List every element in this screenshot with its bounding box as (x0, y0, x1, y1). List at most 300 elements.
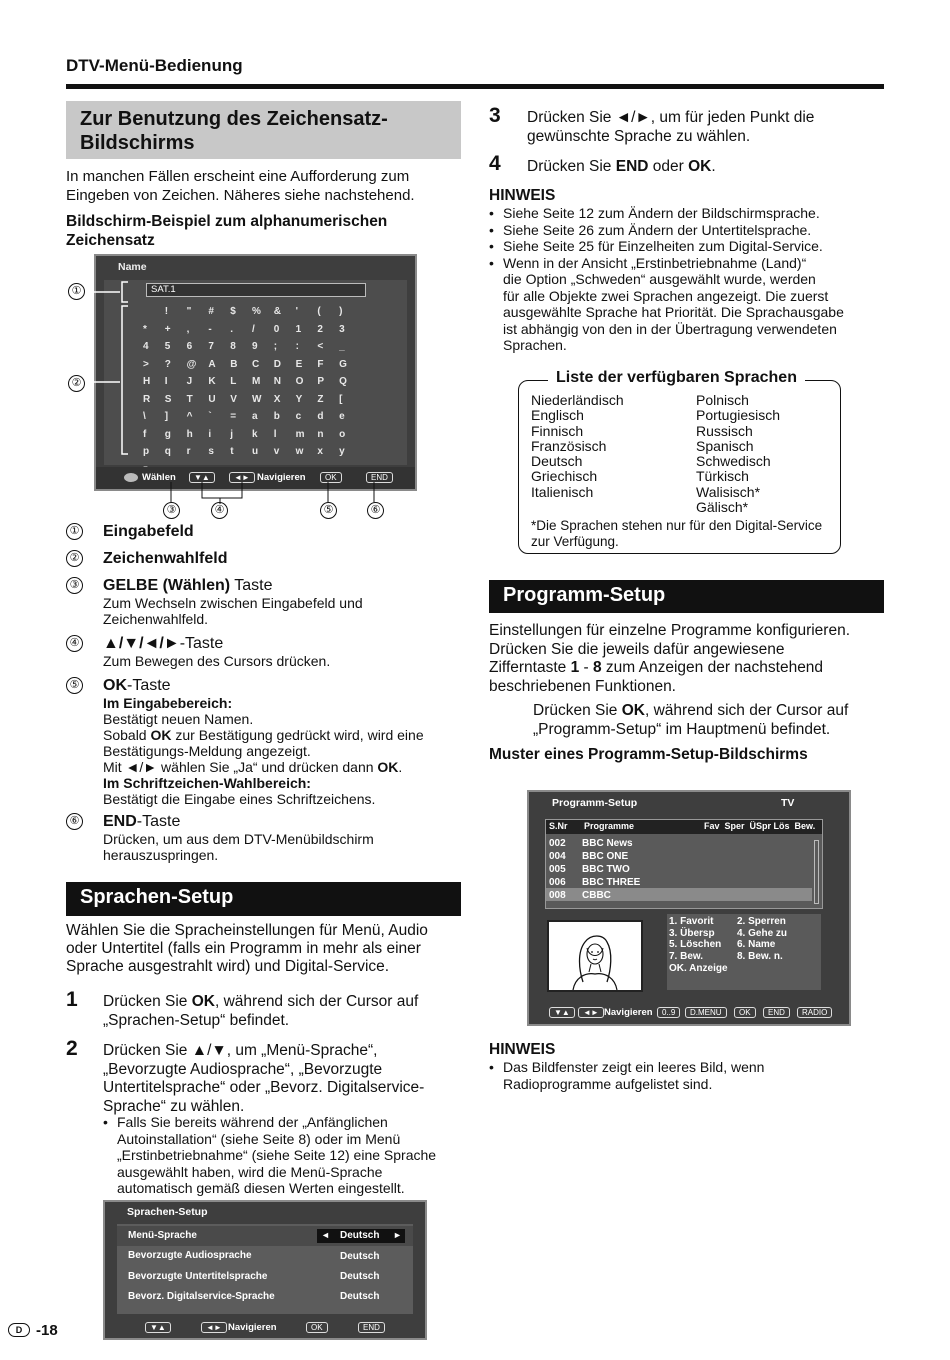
step-2-text (103, 1042, 463, 1116)
character-cell[interactable]: H (143, 376, 151, 387)
character-cell[interactable]: l (273, 428, 277, 440)
zeichensatz-intro (66, 167, 466, 205)
character-cell[interactable]: D (273, 358, 282, 370)
legend-desc (103, 595, 473, 627)
hinweis-title: HINWEIS (489, 187, 556, 204)
setting-value: Deutsch (340, 1271, 380, 1282)
character-cell[interactable]: 4 (143, 341, 149, 352)
row-nr: 004 (549, 851, 566, 862)
legend-title (103, 635, 223, 653)
character-cell[interactable]: \ (143, 411, 146, 422)
table-row[interactable] (549, 863, 640, 876)
page-number: -18 (36, 1322, 58, 1339)
legend-desc-line: Bestätigungs-Meldung angezeigt. (103, 743, 311, 759)
leftright-key-icon: ◄► (201, 1322, 227, 1333)
character-cell[interactable]: - (208, 323, 212, 335)
yellow-button-icon (124, 473, 138, 482)
text-run: , während sich der Cursor auf (214, 993, 419, 1010)
character-cell[interactable]: o (339, 428, 346, 440)
dmenu-key-icon: D.MENU (685, 1007, 727, 1018)
text-run-bold: 1 (570, 659, 580, 676)
character-cell[interactable]: T (186, 393, 193, 405)
list-scrollbar[interactable] (814, 840, 819, 904)
character-cell[interactable]: ^ (186, 411, 193, 422)
col-header-flags: Fav Sper ÜSpr Lös Bew. (704, 821, 816, 831)
sprachen-intro (66, 922, 466, 976)
character-cell[interactable]: ` (208, 411, 212, 422)
note-line: zur Verfügung. (531, 534, 619, 549)
table-row[interactable] (549, 837, 640, 850)
text-run-bold: 8 (592, 659, 602, 676)
step-number: 3 (489, 104, 501, 127)
character-cell[interactable]: P (317, 376, 325, 387)
legend-title (103, 813, 180, 831)
character-cell[interactable]: ? (164, 358, 171, 370)
hinweis-line: ausgewählte Sprache hat Priorität. Die Sprachausgabe (503, 304, 844, 320)
legend-title-bold: ▲/▼/◄/► (103, 635, 180, 652)
setting-value: Deutsch (340, 1291, 380, 1302)
setting-label[interactable]: Bevorzugte Audiosprache (128, 1250, 252, 1261)
character-cell[interactable]: & (273, 306, 282, 317)
legend-desc-line: Zum Wechseln zwischen Eingabefeld und (103, 595, 363, 611)
language-item: Deutsch (531, 453, 583, 470)
step-number: 1 (66, 988, 78, 1011)
legend-title-bold: END (103, 813, 137, 830)
table-row[interactable] (549, 850, 640, 863)
text-run-bold: OK (377, 759, 399, 775)
hinweis-list (489, 1059, 884, 1092)
legend-desc-line: Zum Bewegen des Cursors drücken. (103, 653, 331, 669)
character-cell[interactable]: f (143, 428, 147, 440)
text-run: Drücken Sie (527, 158, 616, 175)
character-cell[interactable]: 0 (273, 323, 280, 335)
character-cell[interactable]: b (273, 411, 280, 422)
character-cell[interactable]: ' (295, 306, 298, 317)
step-line: „Bevorzugte Audiosprache“, „Bevorzugte (103, 1060, 383, 1078)
character-cell[interactable]: R (143, 393, 151, 405)
programm-press-ok (533, 702, 893, 739)
bullet-line: „Erstinbetriebnahme“ (siehe Seite 12) eine Sprache (117, 1147, 437, 1163)
table-row[interactable] (549, 876, 640, 889)
section-title-programm-setup: Programm-Setup (489, 580, 884, 613)
legend-title-bold: OK (103, 677, 127, 694)
setting-value: Deutsch (340, 1251, 380, 1262)
programme-rows (549, 837, 640, 902)
legend-desc-line: Zeichenwahlfeld. (103, 611, 209, 627)
section-title-line1: Zur Benutzung des Zeichensatz- (80, 108, 388, 130)
character-cell[interactable]: = (230, 411, 237, 422)
col-header-nr: S.Nr (549, 821, 568, 831)
language-item: Schwedisch (696, 453, 771, 470)
intro-line: Eingeben von Zeichen. Näheres siehe nachstehend. (66, 187, 415, 204)
language-item: Portugiesisch (696, 407, 781, 424)
step-line: gewünschte Sprache zu wählen. (527, 127, 751, 145)
character-cell[interactable]: Q (339, 376, 347, 387)
row-name: BBC ONE (582, 851, 629, 862)
character-cell[interactable]: c (295, 411, 302, 422)
legend-number: ③ (66, 577, 83, 594)
character-cell[interactable]: N (273, 376, 282, 387)
text-run: zum Anzeigen der nachstehend (601, 659, 824, 676)
screen-mode: TV (781, 797, 795, 809)
text-run-bold: OK (150, 727, 172, 743)
example-heading-line: Bildschirm-Beispiel zum alphanumerischen (66, 213, 388, 230)
character-cell[interactable]: 7 (208, 341, 214, 352)
hinweis-list (489, 205, 884, 354)
hinweis-line: die Option „Schweden“ ausgewählt wurde, werden (503, 271, 816, 287)
character-cell[interactable]: u (251, 446, 259, 457)
character-cell[interactable]: F (317, 358, 324, 370)
language-list-title: Liste der verfügbaren Sprachen (548, 369, 805, 387)
option-uebersp[interactable]: 3. Übersp (669, 927, 715, 939)
step-line (103, 993, 463, 1012)
legend-title-normal: -Taste (127, 677, 171, 694)
language-item: Polnisch (696, 392, 749, 408)
character-cell[interactable]: [ (339, 393, 343, 405)
legend-subheading: Im Eingabebereich: (103, 695, 233, 711)
step-line (533, 702, 893, 721)
footer-navigate-label: Navigieren (257, 472, 306, 483)
hinweis-line: Sprachen. (503, 337, 567, 353)
language-item: Spanisch (696, 437, 754, 454)
character-cell[interactable]: > (143, 358, 149, 370)
character-cell[interactable]: ; (273, 341, 278, 352)
character-cell[interactable]: k (251, 428, 258, 440)
character-cell[interactable]: n (317, 428, 324, 440)
bullet-line: • Falls Sie bereits während der „Anfänglichen (117, 1114, 388, 1130)
updown-key-icon: ▼▲ (189, 472, 215, 483)
character-cell[interactable]: 6 (186, 341, 193, 352)
language-item: Französisch (531, 437, 607, 454)
character-cell[interactable]: 2 (317, 323, 323, 335)
character-cell[interactable]: w (295, 446, 304, 457)
character-cell[interactable]: y (339, 446, 345, 457)
option-name[interactable]: 6. Name (737, 939, 776, 951)
updown-key-icon: ▼▲ (145, 1322, 171, 1333)
step-line: „Sprachen-Setup“ befindet. (103, 1011, 290, 1029)
callout-3: ③ (163, 502, 180, 519)
character-cell[interactable]: 5 (164, 341, 171, 352)
row-name: CBBC (582, 890, 611, 901)
character-cell[interactable]: r (186, 446, 191, 457)
language-item: Türkisch (696, 468, 749, 485)
screen-footer (105, 1318, 425, 1338)
callout-leader-lines-bottom (150, 482, 390, 512)
character-cell[interactable]: " (186, 306, 192, 317)
programm-setup-screen (527, 790, 851, 1026)
intro-line: Einstellungen für einzelne Programme konfigurieren. (489, 622, 851, 639)
character-cell[interactable]: J (186, 376, 193, 387)
character-cell[interactable]: M (251, 376, 261, 387)
row-nr: 006 (549, 877, 566, 888)
step-line: Drücken Sie ▲/▼, um „Menü-Sprache“, (103, 1042, 378, 1059)
option-ok-anzeige[interactable]: OK. Anzeige (669, 962, 728, 974)
language-item: Walisisch* (696, 483, 761, 500)
row-name: BBC News (582, 838, 633, 849)
screen-footer (529, 1004, 849, 1024)
character-cell[interactable]: I (164, 376, 168, 387)
language-item: Finnisch (531, 422, 584, 439)
character-cell[interactable]: : (295, 341, 299, 352)
legend-number: ① (66, 523, 83, 540)
col-header-programme: Programme (584, 821, 635, 831)
legend-title: Zeichenwahlfeld (103, 550, 228, 567)
character-cell-blank (143, 303, 165, 321)
text-run: Drücken Sie (103, 993, 192, 1010)
character-cell[interactable]: ) (339, 306, 343, 317)
page-language-badge: D (8, 1323, 30, 1337)
section-title-sprachen-setup: Sprachen-Setup (66, 882, 461, 916)
leftright-key-icon: ◄► (229, 472, 255, 483)
section-title-zeichensatz (66, 101, 461, 159)
callout-5: ⑤ (320, 502, 337, 519)
end-key-icon: END (763, 1007, 790, 1018)
legend-desc (103, 831, 473, 863)
legend-number: ⑤ (66, 677, 83, 694)
legend-number: ② (66, 550, 83, 567)
intro-line (489, 659, 889, 678)
character-cell[interactable]: s (208, 446, 214, 457)
programm-example-heading: Muster eines Programm-Setup-Bildschirms (489, 746, 808, 763)
character-cell[interactable]: m (295, 428, 305, 440)
example-heading-line: Zeichensatz (66, 232, 155, 249)
option-gehe-zu[interactable]: 4. Gehe zu (737, 927, 788, 939)
character-cell[interactable]: ( (317, 306, 321, 317)
setting-label[interactable]: Menü-Sprache (128, 1230, 197, 1241)
step-line: „Programm-Setup“ im Hauptmenü befindet. (533, 720, 831, 738)
row-nr: 002 (549, 838, 566, 849)
character-cell[interactable]: t (230, 446, 234, 457)
hinweis-title: HINWEIS (489, 1041, 556, 1058)
legend-desc-line: Bestätigt neuen Namen. (103, 711, 254, 727)
text-run-bold: OK (621, 702, 645, 719)
character-cell[interactable]: * (143, 323, 147, 335)
name-input-field[interactable]: SAT.1 (146, 283, 366, 297)
character-cell[interactable]: ] (164, 411, 169, 422)
character-cell[interactable]: 8 (230, 341, 236, 352)
character-cell[interactable]: h (186, 428, 193, 440)
intro-line: In manchen Fällen erscheint eine Aufforderung zum (66, 168, 410, 185)
character-cell[interactable]: d (317, 411, 324, 422)
text-run-bold: END (615, 158, 649, 175)
legend-title-normal: -Taste (179, 635, 224, 652)
character-cell[interactable]: C (251, 358, 260, 370)
character-cell[interactable]: U (208, 393, 216, 405)
hinweis-line: ist abhängig von den in der Übertragung verwendeten (503, 320, 837, 337)
character-cell[interactable]: # (208, 306, 214, 317)
option-bew-n[interactable]: 8. Bew. n. (737, 951, 783, 963)
character-cell[interactable]: < (317, 341, 324, 352)
digits-key-icon: 0..9 (657, 1007, 680, 1018)
character-cell[interactable]: / (251, 323, 255, 335)
language-item: Griechisch (531, 468, 598, 485)
character-cell[interactable]: . (230, 323, 233, 335)
character-grid[interactable] (143, 303, 361, 478)
note-line: *Die Sprachen stehen nur für den Digital-Service (531, 518, 823, 533)
character-cell[interactable]: S (164, 393, 172, 405)
character-cell[interactable]: B (230, 358, 238, 370)
screen-title: Programm-Setup (552, 797, 638, 809)
hinweis-line: für alle Objekte zwei Sprachen angezeigt. Die zuerst (503, 287, 829, 304)
footer-navigate-label: Navigieren (228, 1322, 277, 1333)
character-cell[interactable]: L (230, 376, 237, 387)
text-run: , während sich der Cursor auf (644, 702, 849, 719)
legend-number: ④ (66, 635, 83, 652)
name-label: Name (118, 261, 147, 273)
step-2-bullets (103, 1114, 465, 1197)
legend-desc-line: Drücken, um aus dem DTV-Menübildschirm (103, 831, 374, 847)
bullet-line: automatisch gemäß diesen Werten eingestellt. (117, 1180, 405, 1196)
options-right (737, 916, 787, 963)
text-run: Sobald (103, 727, 151, 743)
callout-4: ④ (211, 502, 228, 519)
legend-subheading: Im Schriftzeichen-Wahlbereich: (103, 775, 311, 791)
character-cell[interactable]: v (273, 446, 280, 457)
bullet-item (103, 1114, 465, 1197)
hinweis-item (489, 1059, 884, 1092)
character-cell[interactable]: , (186, 323, 190, 335)
bullet-line: Autoinstallation“ (siehe Seite 8) oder im Menü (117, 1130, 401, 1147)
character-cell[interactable]: p (143, 446, 150, 457)
hinweis-line: • Das Bildfenster zeigt ein leeres Bild, wenn (503, 1059, 765, 1075)
legend-title (103, 577, 273, 595)
option-loeschen[interactable]: 5. Löschen (669, 939, 722, 951)
ok-key-icon: OK (734, 1007, 756, 1018)
text-run: . (398, 759, 403, 775)
text-run: Drücken Sie (533, 702, 622, 719)
programm-intro (489, 622, 889, 696)
text-run-bold: OK (688, 158, 712, 175)
character-cell[interactable]: K (208, 376, 216, 387)
character-cell[interactable]: i (208, 428, 212, 440)
arrow-right-icon[interactable]: ► (393, 1230, 402, 1240)
character-cell[interactable]: a (251, 411, 258, 422)
ok-key-icon: OK (306, 1322, 328, 1333)
character-cell[interactable]: V (230, 393, 237, 405)
language-item: Russisch (696, 422, 753, 439)
picture-window (547, 920, 643, 992)
character-cell[interactable]: @ (186, 358, 197, 370)
language-item: Niederländisch (531, 392, 624, 408)
character-cell[interactable]: g (164, 428, 171, 440)
step-line: Drücken Sie ◄/►, um für jeden Punkt die (527, 109, 815, 126)
footer-select-label: Wählen (142, 472, 176, 483)
row-nr: 005 (549, 864, 566, 875)
intro-line: Sprache ausgestrahlt wird) und Digital-Service. (66, 958, 390, 975)
character-cell[interactable]: % (251, 306, 261, 317)
end-key-icon: END (366, 472, 393, 483)
legend-desc-line: Bestätigt die Eingabe eines Schriftzeichens. (103, 791, 376, 807)
language-column-2 (696, 393, 780, 515)
option-bew[interactable]: 7. Bew. (669, 951, 704, 963)
legend-desc (103, 653, 473, 669)
character-cell[interactable]: j (230, 428, 233, 440)
row-name: BBC THREE (582, 877, 641, 888)
language-item: Gälisch* (696, 499, 749, 516)
section-title-line2: Bildschirms (80, 132, 195, 154)
step-3-text (527, 109, 887, 146)
text-run: oder (648, 158, 689, 175)
character-cell[interactable]: 9 (251, 341, 258, 352)
text-run: Zifferntaste (489, 659, 571, 676)
character-cell[interactable]: e (339, 411, 345, 422)
callout-6: ⑥ (367, 502, 384, 519)
menu-sprache-selector[interactable] (317, 1229, 405, 1243)
text-run: Mit ◄/► wählen Sie „Ja“ und drücken dann (103, 759, 378, 775)
legend-title-normal: Taste (230, 577, 273, 594)
footer-navigate-label: Navigieren (604, 1007, 653, 1018)
updown-key-icon: ▼▲ (549, 1007, 575, 1018)
options-panel (667, 914, 821, 990)
character-cell[interactable]: x (317, 446, 323, 457)
intro-line: beschriebenen Funktionen. (489, 677, 676, 695)
character-cell[interactable]: A (208, 358, 216, 370)
character-cell[interactable]: $ (230, 306, 236, 317)
character-cell[interactable]: O (295, 376, 304, 387)
step-number: 2 (66, 1037, 78, 1060)
text-run: zur Bestätigung gedrückt wird, wird eine (171, 727, 424, 743)
step-1-text (103, 993, 463, 1030)
character-cell[interactable]: _ (339, 341, 345, 352)
end-key-icon: END (358, 1322, 385, 1333)
radio-key-icon: RADIO (797, 1007, 832, 1018)
character-cell[interactable]: Y (295, 393, 303, 405)
table-row[interactable] (549, 889, 640, 902)
character-cell[interactable]: Z (317, 393, 324, 405)
language-item: Englisch (531, 407, 584, 424)
sprachen-setup-screen (103, 1200, 427, 1340)
language-column-1 (531, 393, 624, 500)
hinweis-item (489, 255, 884, 354)
option-sperren[interactable]: 2. Sperren (737, 916, 786, 927)
legend-desc-line (103, 727, 473, 743)
setting-label[interactable]: Bevorz. Digitalservice-Sprache (128, 1291, 275, 1302)
legend-title (103, 677, 171, 695)
header-rule (66, 84, 884, 89)
setting-label[interactable]: Bevorzugte Untertitelsprache (128, 1271, 268, 1282)
character-cell[interactable]: G (339, 358, 347, 370)
step-number: 4 (489, 152, 501, 175)
character-cell[interactable]: E (295, 358, 303, 370)
legend-desc-line (103, 759, 473, 775)
hinweis-item: • Siehe Seite 12 zum Ändern der Bildschirmsprache. (489, 205, 884, 222)
option-favorit[interactable]: 1. Favorit (669, 916, 714, 927)
character-cell[interactable]: ! (164, 306, 169, 317)
intro-line: Wählen Sie die Spracheinstellungen für Menü, Audio (66, 922, 428, 939)
hinweis-item: • Siehe Seite 25 für Einzelheiten zum Digital-Service. (489, 238, 884, 255)
screen-title: Sprachen-Setup (127, 1206, 208, 1218)
ok-key-icon: OK (320, 472, 342, 483)
intro-line: Drücken Sie die jeweils dafür angewiesene (489, 640, 785, 658)
programme-list (545, 819, 823, 909)
character-cell[interactable]: W (251, 393, 262, 405)
hinweis-line: • Wenn in der Ansicht „Erstinbetriebnahme (Land)“ (503, 254, 807, 271)
arrow-left-icon[interactable]: ◄ (321, 1230, 330, 1240)
character-cell[interactable]: X (273, 393, 281, 405)
character-cell[interactable]: + (164, 323, 171, 335)
character-cell[interactable]: 3 (339, 323, 345, 335)
step-4-text (527, 158, 887, 177)
text-run-bold: OK (191, 993, 215, 1010)
hinweis-line: Radioprogramme aufgelistet sind. (503, 1075, 713, 1092)
character-cell[interactable]: q (164, 446, 171, 457)
intro-line: oder Untertitel (falls ein Programm in mehr als einer (66, 940, 421, 957)
bullet-line: ausgewählt haben, wird die Menü-Sprache (117, 1163, 383, 1180)
hinweis-item: • Siehe Seite 26 zum Ändern der Untertitelsprache. (489, 222, 884, 239)
selector-value: Deutsch (340, 1230, 380, 1241)
text-run: . (711, 158, 716, 175)
character-cell[interactable]: 1 (295, 323, 302, 335)
